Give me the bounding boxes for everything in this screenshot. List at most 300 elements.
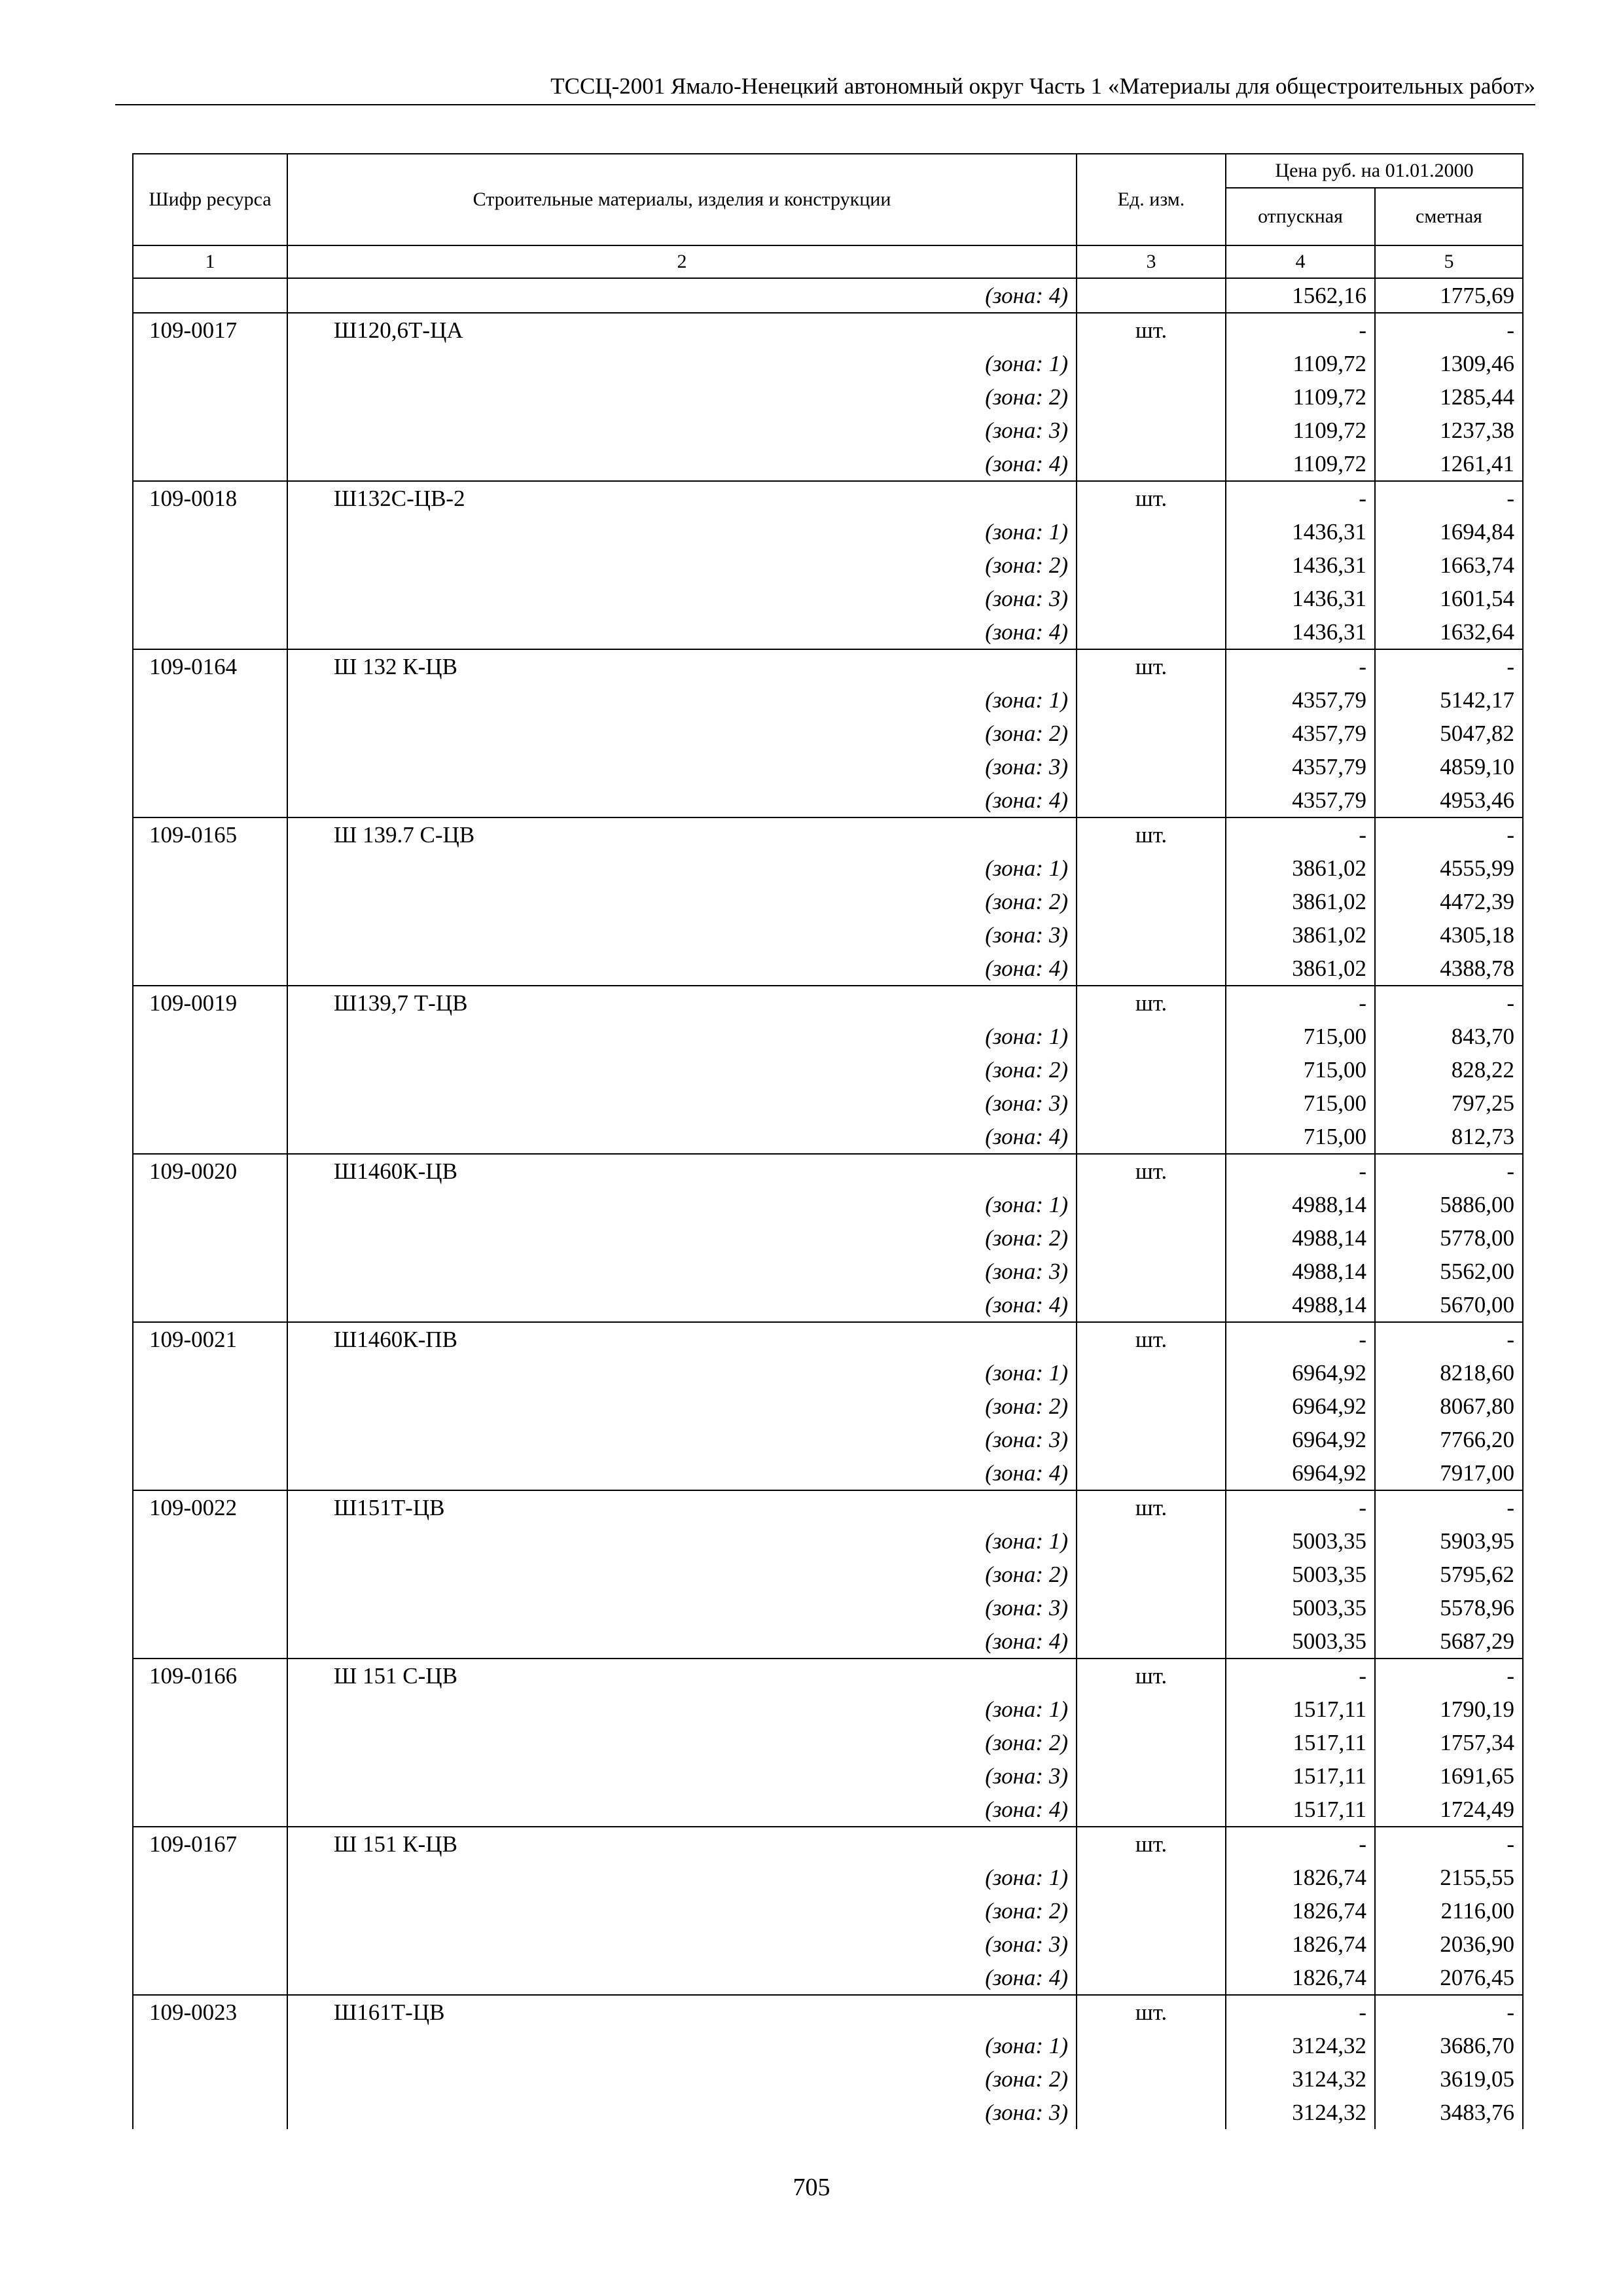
resource-code-cell: 109-0164	[133, 649, 287, 683]
estimate-price-cell: 5142,17	[1375, 683, 1523, 717]
unit-cell	[1077, 1456, 1226, 1490]
table-row-zone	[133, 852, 1523, 885]
estimate-price-cell: 4305,18	[1375, 918, 1523, 952]
code-cell	[133, 1624, 287, 1659]
code-cell	[133, 1053, 287, 1086]
zone-cell: (зона: 1)	[287, 683, 1077, 717]
table-row-item	[133, 986, 1523, 1020]
code-cell	[133, 1456, 287, 1490]
unit-cell	[1077, 414, 1226, 447]
unit-cell	[1077, 1120, 1226, 1154]
code-cell	[133, 347, 287, 380]
release-price-cell: 5003,35	[1226, 1624, 1375, 1659]
code-cell	[133, 918, 287, 952]
release-price-cell: 1826,74	[1226, 1861, 1375, 1894]
table-row-zone	[133, 1390, 1523, 1423]
zone-cell: (зона: 4)	[287, 1120, 1077, 1154]
resource-code-cell: 109-0019	[133, 986, 287, 1020]
table-row-zone	[133, 1624, 1523, 1659]
release-price-cell: 4988,14	[1226, 1221, 1375, 1255]
code-cell	[133, 1020, 287, 1053]
zone-cell: (зона: 4)	[287, 1456, 1077, 1490]
unit-cell	[1077, 2096, 1226, 2129]
release-price-cell: 3861,02	[1226, 852, 1375, 885]
estimate-price-cell: -	[1375, 1995, 1523, 2029]
zone-cell: (зона: 1)	[287, 515, 1077, 548]
code-cell	[133, 717, 287, 750]
zone-cell: (зона: 2)	[287, 2062, 1077, 2096]
unit-cell	[1077, 447, 1226, 481]
estimate-price-cell: 1790,19	[1375, 1693, 1523, 1726]
table-row-zone	[133, 2062, 1523, 2096]
zone-cell: (зона: 1)	[287, 1861, 1077, 1894]
unit-cell	[1077, 2062, 1226, 2096]
material-name-cell: Ш1460К-ЦВ	[287, 1154, 1077, 1188]
zone-cell: (зона: 3)	[287, 1423, 1077, 1456]
unit-cell	[1077, 2029, 1226, 2062]
estimate-price-cell: 843,70	[1375, 1020, 1523, 1053]
material-name-cell: Ш132С-ЦВ-2	[287, 481, 1077, 515]
release-price-cell: 1109,72	[1226, 347, 1375, 380]
zone-cell: (зона: 2)	[287, 1894, 1077, 1928]
zone-cell: (зона: 4)	[287, 615, 1077, 649]
resource-code-cell: 109-0022	[133, 1490, 287, 1524]
estimate-price-cell: -	[1375, 313, 1523, 347]
estimate-price-cell: 5778,00	[1375, 1221, 1523, 1255]
table-row-item	[133, 1154, 1523, 1188]
zone-cell: (зона: 1)	[287, 2029, 1077, 2062]
material-name-cell: Ш 132 К-ЦВ	[287, 649, 1077, 683]
unit-cell	[1077, 683, 1226, 717]
code-cell	[133, 582, 287, 615]
unit-cell	[1077, 380, 1226, 414]
zone-cell: (зона: 3)	[287, 1928, 1077, 1961]
estimate-price-cell: 8067,80	[1375, 1390, 1523, 1423]
unit-cell	[1077, 1591, 1226, 1624]
release-price-cell: -	[1226, 1322, 1375, 1356]
code-cell	[133, 380, 287, 414]
estimate-price-cell: 4953,46	[1375, 783, 1523, 817]
code-cell	[133, 1221, 287, 1255]
zone-cell: (зона: 4)	[287, 278, 1077, 313]
material-name-cell: Ш1460К-ПВ	[287, 1322, 1077, 1356]
release-price-cell: 1109,72	[1226, 414, 1375, 447]
unit-cell	[1077, 852, 1226, 885]
release-price-cell: 6964,92	[1226, 1356, 1375, 1390]
release-price-cell: 1562,16	[1226, 278, 1375, 313]
release-price-cell: 4988,14	[1226, 1255, 1375, 1288]
estimate-price-cell: 2155,55	[1375, 1861, 1523, 1894]
table-row-item	[133, 313, 1523, 347]
table-row-continued	[133, 278, 1523, 313]
table-row-zone	[133, 717, 1523, 750]
code-cell	[133, 1793, 287, 1827]
column-header-code: Шифр ресурса	[133, 154, 287, 245]
unit-cell	[1077, 1693, 1226, 1726]
table-row-zone	[133, 1255, 1523, 1288]
release-price-cell: 6964,92	[1226, 1390, 1375, 1423]
release-price-cell: 1436,31	[1226, 582, 1375, 615]
release-price-cell: 5003,35	[1226, 1558, 1375, 1591]
estimate-price-cell: 2116,00	[1375, 1894, 1523, 1928]
column-number: 3	[1077, 245, 1226, 278]
release-price-cell: -	[1226, 481, 1375, 515]
release-price-cell: 1826,74	[1226, 1928, 1375, 1961]
estimate-price-cell: 5047,82	[1375, 717, 1523, 750]
table-row-zone	[133, 414, 1523, 447]
release-price-cell: 5003,35	[1226, 1591, 1375, 1624]
unit-cell	[1077, 615, 1226, 649]
table-row-zone	[133, 1120, 1523, 1154]
estimate-price-cell: -	[1375, 649, 1523, 683]
table-row-zone	[133, 1591, 1523, 1624]
zone-cell: (зона: 1)	[287, 347, 1077, 380]
table-row-zone	[133, 783, 1523, 817]
table-row-item	[133, 1322, 1523, 1356]
code-cell	[133, 1086, 287, 1120]
table-row-zone	[133, 2029, 1523, 2062]
unit-cell	[1077, 750, 1226, 783]
estimate-price-cell: 797,25	[1375, 1086, 1523, 1120]
code-cell	[133, 615, 287, 649]
release-price-cell: 1109,72	[1226, 447, 1375, 481]
release-price-cell: 4357,79	[1226, 783, 1375, 817]
code-cell	[133, 1961, 287, 1995]
unit-cell	[1077, 1255, 1226, 1288]
code-cell	[133, 750, 287, 783]
resource-code-cell: 109-0165	[133, 817, 287, 852]
zone-cell: (зона: 3)	[287, 1086, 1077, 1120]
zone-cell: (зона: 4)	[287, 1793, 1077, 1827]
release-price-cell: 4988,14	[1226, 1288, 1375, 1322]
estimate-price-cell: 8218,60	[1375, 1356, 1523, 1390]
estimate-price-cell: 1694,84	[1375, 515, 1523, 548]
release-price-cell: 1436,31	[1226, 515, 1375, 548]
code-cell	[133, 1255, 287, 1288]
table-row-zone	[133, 1961, 1523, 1995]
zone-cell: (зона: 2)	[287, 380, 1077, 414]
release-price-cell: 6964,92	[1226, 1456, 1375, 1490]
release-price-cell: 3861,02	[1226, 885, 1375, 918]
release-price-cell: -	[1226, 1827, 1375, 1861]
release-price-cell: 1517,11	[1226, 1793, 1375, 1827]
code-cell	[133, 1524, 287, 1558]
unit-cell: шт.	[1077, 1827, 1226, 1861]
code-cell	[133, 1591, 287, 1624]
zone-cell: (зона: 3)	[287, 1759, 1077, 1793]
unit-cell	[1077, 885, 1226, 918]
release-price-cell: 3861,02	[1226, 952, 1375, 986]
zone-cell: (зона: 2)	[287, 1221, 1077, 1255]
running-header: ТССЦ-2001 Ямало-Ненецкий автономный округ Часть 1 «Материалы для общестроительных работ»	[550, 73, 1535, 99]
unit-cell	[1077, 1390, 1226, 1423]
zone-cell: (зона: 2)	[287, 717, 1077, 750]
table-row-zone	[133, 1759, 1523, 1793]
release-price-cell: 1109,72	[1226, 380, 1375, 414]
material-name-cell: Ш 151 С-ЦВ	[287, 1659, 1077, 1693]
estimate-price-cell: 1663,74	[1375, 548, 1523, 582]
column-header-estimate-price: сметная	[1375, 188, 1523, 245]
code-cell	[133, 2029, 287, 2062]
release-price-cell: -	[1226, 1154, 1375, 1188]
release-price-cell: -	[1226, 817, 1375, 852]
unit-cell: шт.	[1077, 1659, 1226, 1693]
release-price-cell: 4357,79	[1226, 750, 1375, 783]
table-row-zone	[133, 347, 1523, 380]
column-header-release-price: отпускная	[1226, 188, 1375, 245]
unit-cell: шт.	[1077, 817, 1226, 852]
zone-cell: (зона: 2)	[287, 1053, 1077, 1086]
table-row-zone	[133, 1356, 1523, 1390]
estimate-price-cell: 1632,64	[1375, 615, 1523, 649]
code-cell	[133, 1726, 287, 1759]
release-price-cell: -	[1226, 986, 1375, 1020]
estimate-price-cell: 5578,96	[1375, 1591, 1523, 1624]
unit-cell	[1077, 1558, 1226, 1591]
resource-code-cell: 109-0166	[133, 1659, 287, 1693]
table-row-zone	[133, 1558, 1523, 1591]
column-header-name: Строительные материалы, изделия и конструкции	[287, 154, 1077, 245]
release-price-cell: 3124,32	[1226, 2062, 1375, 2096]
table-row-zone	[133, 1053, 1523, 1086]
table-row-zone	[133, 1524, 1523, 1558]
code-cell	[133, 548, 287, 582]
zone-cell: (зона: 1)	[287, 1356, 1077, 1390]
unit-cell	[1077, 1894, 1226, 1928]
unit-cell: шт.	[1077, 313, 1226, 347]
unit-cell: шт.	[1077, 1995, 1226, 2029]
unit-cell: шт.	[1077, 481, 1226, 515]
unit-cell: шт.	[1077, 1490, 1226, 1524]
estimate-price-cell: 828,22	[1375, 1053, 1523, 1086]
release-price-cell: -	[1226, 1659, 1375, 1693]
unit-cell	[1077, 1524, 1226, 1558]
unit-cell	[1077, 1928, 1226, 1961]
estimate-price-cell: 1724,49	[1375, 1793, 1523, 1827]
release-price-cell: 1517,11	[1226, 1759, 1375, 1793]
price-table	[132, 153, 1524, 2129]
release-price-cell: 715,00	[1226, 1086, 1375, 1120]
table-row-zone	[133, 952, 1523, 986]
table-row-zone	[133, 380, 1523, 414]
release-price-cell: 1517,11	[1226, 1693, 1375, 1726]
release-price-cell: 1826,74	[1226, 1894, 1375, 1928]
zone-cell: (зона: 1)	[287, 1693, 1077, 1726]
header-rule	[115, 104, 1535, 105]
table-row-zone	[133, 1423, 1523, 1456]
unit-cell: шт.	[1077, 649, 1226, 683]
zone-cell: (зона: 4)	[287, 1624, 1077, 1659]
release-price-cell: 4357,79	[1226, 683, 1375, 717]
release-price-cell: 715,00	[1226, 1120, 1375, 1154]
zone-cell: (зона: 3)	[287, 750, 1077, 783]
estimate-price-cell: 5903,95	[1375, 1524, 1523, 1558]
table-row-zone	[133, 1086, 1523, 1120]
unit-cell	[1077, 1020, 1226, 1053]
material-name-cell: Ш 139.7 С-ЦВ	[287, 817, 1077, 852]
estimate-price-cell: -	[1375, 986, 1523, 1020]
zone-cell: (зона: 3)	[287, 1591, 1077, 1624]
unit-cell	[1077, 582, 1226, 615]
table-row-item	[133, 817, 1523, 852]
estimate-price-cell: 3483,76	[1375, 2096, 1523, 2129]
material-name-cell: Ш 151 К-ЦВ	[287, 1827, 1077, 1861]
code-cell	[133, 783, 287, 817]
page-number: 705	[793, 2174, 830, 2201]
estimate-price-cell: -	[1375, 481, 1523, 515]
zone-cell: (зона: 3)	[287, 414, 1077, 447]
release-price-cell: 3124,32	[1226, 2029, 1375, 2062]
resource-code-cell: 109-0020	[133, 1154, 287, 1188]
table-row-zone	[133, 1693, 1523, 1726]
resource-code-cell: 109-0021	[133, 1322, 287, 1356]
release-price-cell: 3124,32	[1226, 2096, 1375, 2129]
estimate-price-cell: 4555,99	[1375, 852, 1523, 885]
estimate-price-cell: 1757,34	[1375, 1726, 1523, 1759]
table-row-item	[133, 649, 1523, 683]
estimate-price-cell: -	[1375, 1490, 1523, 1524]
estimate-price-cell: 1691,65	[1375, 1759, 1523, 1793]
code-cell	[133, 414, 287, 447]
code-cell	[133, 2096, 287, 2129]
unit-cell	[1077, 1793, 1226, 1827]
unit-cell	[1077, 952, 1226, 986]
table-row-zone	[133, 1456, 1523, 1490]
table-row-zone	[133, 1928, 1523, 1961]
column-number: 1	[133, 245, 287, 278]
release-price-cell: 1517,11	[1226, 1726, 1375, 1759]
release-price-cell: 715,00	[1226, 1053, 1375, 1086]
release-price-cell: 715,00	[1226, 1020, 1375, 1053]
zone-cell: (зона: 4)	[287, 783, 1077, 817]
code-cell	[133, 1288, 287, 1322]
estimate-price-cell: 1309,46	[1375, 347, 1523, 380]
unit-cell	[1077, 783, 1226, 817]
table-row-zone	[133, 548, 1523, 582]
column-header-price-group: Цена руб. на 01.01.2000	[1226, 154, 1523, 188]
table-row-zone	[133, 1221, 1523, 1255]
estimate-price-cell: 1237,38	[1375, 414, 1523, 447]
table-row-zone	[133, 2096, 1523, 2129]
zone-cell: (зона: 4)	[287, 447, 1077, 481]
estimate-price-cell: 1285,44	[1375, 380, 1523, 414]
code-cell	[133, 1759, 287, 1793]
code-cell	[133, 1928, 287, 1961]
estimate-price-cell: 7766,20	[1375, 1423, 1523, 1456]
code-cell	[133, 1693, 287, 1726]
release-price-cell: 1436,31	[1226, 615, 1375, 649]
unit-cell	[1077, 1221, 1226, 1255]
unit-cell: шт.	[1077, 1154, 1226, 1188]
release-price-cell: 6964,92	[1226, 1423, 1375, 1456]
code-cell	[133, 1390, 287, 1423]
zone-cell: (зона: 2)	[287, 885, 1077, 918]
estimate-price-cell: -	[1375, 1659, 1523, 1693]
table-row-zone	[133, 683, 1523, 717]
table-row-item	[133, 1827, 1523, 1861]
code-cell	[133, 885, 287, 918]
table-row-zone	[133, 1020, 1523, 1053]
table-row-zone	[133, 1793, 1523, 1827]
code-cell	[133, 1558, 287, 1591]
estimate-price-cell: 812,73	[1375, 1120, 1523, 1154]
unit-cell	[1077, 347, 1226, 380]
table-row-zone	[133, 515, 1523, 548]
estimate-price-cell: 1261,41	[1375, 447, 1523, 481]
estimate-price-cell: 2076,45	[1375, 1961, 1523, 1995]
table-row-zone	[133, 1288, 1523, 1322]
zone-cell: (зона: 1)	[287, 1020, 1077, 1053]
table-row-zone	[133, 750, 1523, 783]
unit-cell	[1077, 548, 1226, 582]
table-row-zone	[133, 1188, 1523, 1221]
estimate-price-cell: 5562,00	[1375, 1255, 1523, 1288]
table-row-zone	[133, 1861, 1523, 1894]
material-name-cell: Ш161Т-ЦВ	[287, 1995, 1077, 2029]
zone-cell: (зона: 3)	[287, 1255, 1077, 1288]
resource-code-cell: 109-0167	[133, 1827, 287, 1861]
zone-cell: (зона: 1)	[287, 1524, 1077, 1558]
unit-cell: шт.	[1077, 1322, 1226, 1356]
code-cell	[133, 1861, 287, 1894]
release-price-cell: 4357,79	[1226, 717, 1375, 750]
estimate-price-cell: -	[1375, 1322, 1523, 1356]
release-price-cell: 5003,35	[1226, 1524, 1375, 1558]
code-cell	[133, 1120, 287, 1154]
table-row-zone	[133, 582, 1523, 615]
code-cell	[133, 515, 287, 548]
release-price-cell: -	[1226, 313, 1375, 347]
table-row-item	[133, 1659, 1523, 1693]
column-number: 5	[1375, 245, 1523, 278]
zone-cell: (зона: 3)	[287, 918, 1077, 952]
release-price-cell: -	[1226, 649, 1375, 683]
unit-cell	[1077, 918, 1226, 952]
zone-cell: (зона: 1)	[287, 1188, 1077, 1221]
code-cell	[133, 952, 287, 986]
zone-cell: (зона: 3)	[287, 582, 1077, 615]
code-cell	[133, 447, 287, 481]
table-row-zone	[133, 918, 1523, 952]
release-price-cell: 3861,02	[1226, 918, 1375, 952]
material-name-cell: Ш151Т-ЦВ	[287, 1490, 1077, 1524]
release-price-cell: 1436,31	[1226, 548, 1375, 582]
unit-cell: шт.	[1077, 986, 1226, 1020]
code-cell	[133, 2062, 287, 2096]
code-cell	[133, 1188, 287, 1221]
material-name-cell: Ш139,7 Т-ЦВ	[287, 986, 1077, 1020]
zone-cell: (зона: 1)	[287, 852, 1077, 885]
estimate-price-cell: 4388,78	[1375, 952, 1523, 986]
unit-cell	[1077, 1188, 1226, 1221]
estimate-price-cell: 3686,70	[1375, 2029, 1523, 2062]
unit-cell	[1077, 1759, 1226, 1793]
table-row-item	[133, 1995, 1523, 2029]
unit-cell	[1077, 1423, 1226, 1456]
table-row-zone	[133, 615, 1523, 649]
table-row-zone	[133, 1894, 1523, 1928]
resource-code-cell: 109-0018	[133, 481, 287, 515]
unit-cell	[1077, 1726, 1226, 1759]
release-price-cell: -	[1226, 1995, 1375, 2029]
zone-cell: (зона: 2)	[287, 1726, 1077, 1759]
material-name-cell: Ш120,6Т-ЦА	[287, 313, 1077, 347]
unit-cell	[1077, 717, 1226, 750]
estimate-price-cell: 5670,00	[1375, 1288, 1523, 1322]
code-cell	[133, 1356, 287, 1390]
unit-cell	[1077, 1861, 1226, 1894]
estimate-price-cell: 2036,90	[1375, 1928, 1523, 1961]
